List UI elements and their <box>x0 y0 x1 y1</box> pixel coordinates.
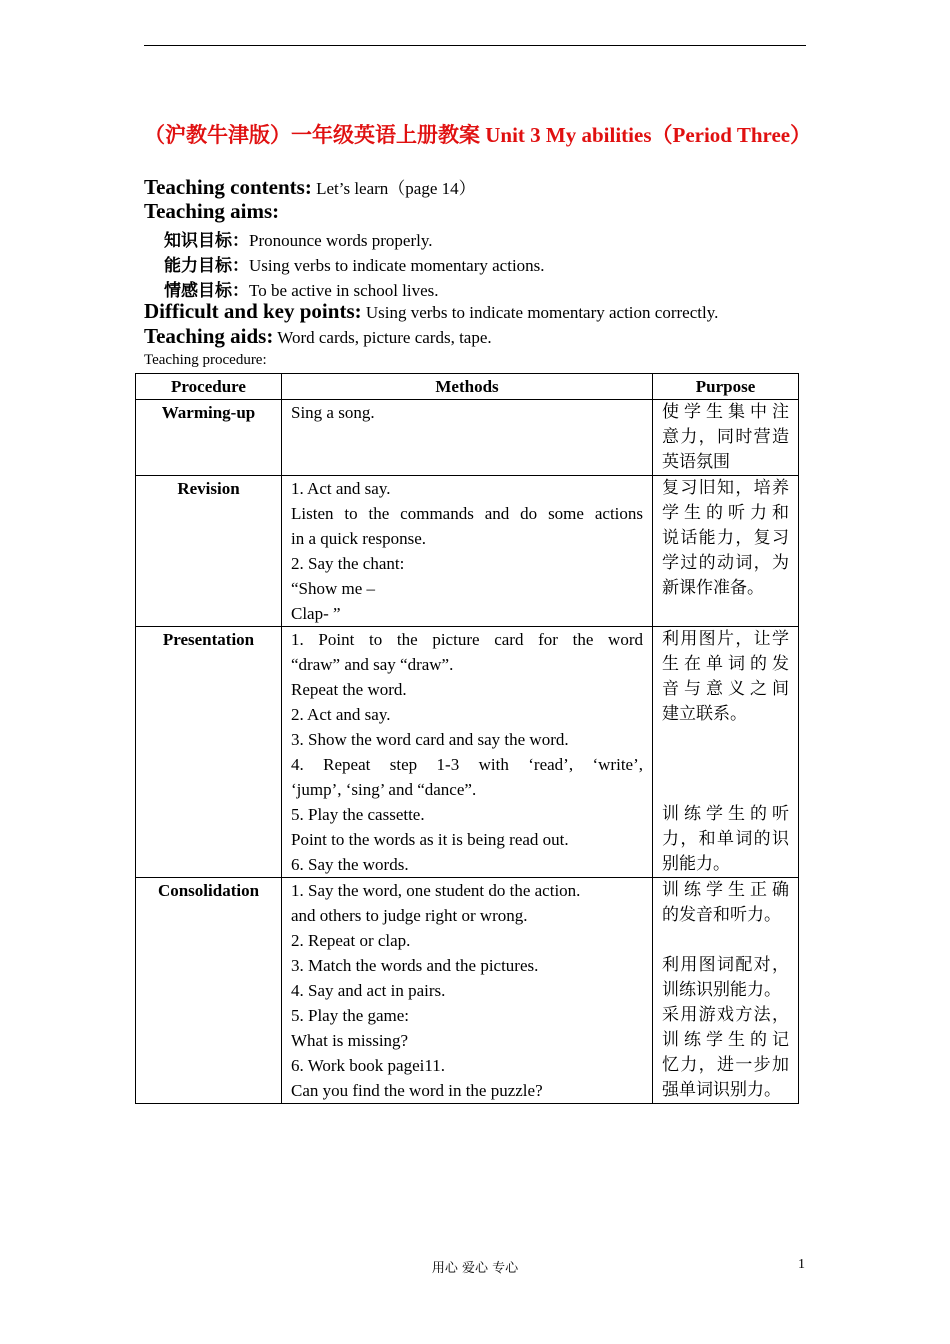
purpose-line: 力，和单词的识 <box>662 829 789 849</box>
difficult-key-points <box>144 299 718 324</box>
methods-cell <box>282 400 653 476</box>
difficult-points-label: Difficult and key points: <box>144 299 362 323</box>
purpose-line: 生在单词的发 <box>662 654 789 674</box>
method-line: 2. Repeat or clap. <box>291 931 411 950</box>
method-line: Point to the words as it is being read out. <box>291 830 569 849</box>
aim-value: To be active in school lives. <box>249 281 439 300</box>
purpose-line: 强单词识别力。 <box>662 1080 781 1100</box>
purpose-line: 建立联系。 <box>662 704 747 724</box>
aim-label: 知识目标： <box>164 231 249 251</box>
purpose-line: 的发音和听力。 <box>662 905 781 925</box>
purpose-spacer <box>662 727 789 752</box>
purpose-line: 英语氛围 <box>662 452 730 472</box>
aim-emotion <box>164 276 439 301</box>
method-line: in a quick response. <box>291 529 427 548</box>
method-line: Sing a song. <box>291 403 375 422</box>
purpose-line: 忆力，进一步加 <box>662 1055 789 1075</box>
procedure-cell: Consolidation <box>136 878 282 1104</box>
teaching-aids <box>144 324 492 349</box>
purpose-line: 训练学生的记 <box>662 1030 789 1050</box>
teaching-procedure-label: Teaching procedure: <box>144 352 267 368</box>
purpose-spacer <box>662 777 789 802</box>
teaching-contents-label: Teaching contents: <box>144 175 312 199</box>
purpose-line: 说话能力，复习 <box>662 528 789 548</box>
method-line: 1. Act and say. <box>291 479 391 498</box>
method-line: 2. Say the chant: <box>291 554 405 573</box>
method-line: Listen to the commands and do some actions <box>291 504 643 523</box>
purpose-cell <box>653 878 799 1104</box>
purpose-line: 新课作准备。 <box>662 578 764 598</box>
page-number: 1 <box>798 1257 805 1272</box>
method-line: 1. Say the word, one student do the action. <box>291 881 581 900</box>
methods-cell <box>282 476 653 627</box>
header-procedure: Procedure <box>136 374 282 400</box>
purpose-spacer <box>662 928 789 953</box>
table-row <box>136 476 799 627</box>
purpose-line: 复习旧知，培养 <box>662 478 789 498</box>
method-line: “draw” and say “draw”. <box>291 655 454 674</box>
method-line: 4. Repeat step 1-3 with ‘read’, ‘write’, <box>291 755 643 774</box>
method-line: 1. Point to the picture card for the word <box>291 630 643 649</box>
procedure-cell: Revision <box>136 476 282 627</box>
method-line: 2. Act and say. <box>291 705 391 724</box>
method-line: What is missing? <box>291 1031 409 1050</box>
purpose-line: 训练学生的听 <box>662 804 789 824</box>
header-methods: Methods <box>282 374 653 400</box>
teaching-aids-value: Word cards, picture cards, tape. <box>273 328 492 347</box>
method-line: 6. Say the words. <box>291 855 409 874</box>
header-purpose: Purpose <box>653 374 799 400</box>
page-footer: 用心 爱心 专心 <box>431 1261 519 1276</box>
method-line: 3. Show the word card and say the word. <box>291 730 569 749</box>
method-line: Repeat the word. <box>291 680 407 699</box>
purpose-line: 别能力。 <box>662 854 730 874</box>
method-line: Can you find the word in the puzzle? <box>291 1081 543 1100</box>
purpose-line: 利用图词配对， <box>662 955 789 975</box>
table-row <box>136 400 799 476</box>
method-line: 4. Say and act in pairs. <box>291 981 446 1000</box>
procedure-cell: Warming-up <box>136 400 282 476</box>
header-rule <box>144 45 806 46</box>
methods-cell <box>282 878 653 1104</box>
aim-label: 情感目标： <box>164 281 249 301</box>
teaching-contents-value: Let’s learn（page 14） <box>311 179 476 198</box>
purpose-cell <box>653 627 799 878</box>
teaching-aims-label: Teaching aims: <box>144 199 280 223</box>
table-row <box>136 627 799 878</box>
method-line: Clap- ” <box>291 604 341 623</box>
purpose-line: 训练学生正确 <box>662 880 789 900</box>
aim-value: Pronounce words properly. <box>249 231 433 250</box>
table-header-row <box>136 374 799 400</box>
method-line: ‘jump’, ‘sing’ and “dance”. <box>291 780 477 799</box>
purpose-line: 意力，同时营造 <box>662 427 789 447</box>
purpose-line: 音与意义之间 <box>662 679 789 699</box>
purpose-line: 训练识别能力。 <box>662 980 781 1000</box>
aim-ability <box>164 251 545 276</box>
aim-value: Using verbs to indicate momentary actions. <box>249 256 545 275</box>
method-line: 5. Play the game: <box>291 1006 410 1025</box>
table-row <box>136 878 799 1104</box>
teaching-aims <box>144 199 279 224</box>
procedure-table <box>135 373 799 1104</box>
methods-cell <box>282 627 653 878</box>
document-title: （沪教牛津版）一年级英语上册教案 Unit 3 My abilities（Period Three） <box>144 123 812 147</box>
purpose-line: 学过的动词，为 <box>662 553 789 573</box>
purpose-line: 使学生集中注 <box>662 402 789 422</box>
purpose-line: 利用图片，让学 <box>662 629 789 649</box>
purpose-line: 采用游戏方法， <box>662 1005 789 1025</box>
method-line: 3. Match the words and the pictures. <box>291 956 539 975</box>
teaching-aids-label: Teaching aids: <box>144 324 274 348</box>
teaching-contents <box>144 174 476 200</box>
aim-label: 能力目标： <box>164 256 249 276</box>
purpose-cell <box>653 400 799 476</box>
purpose-line: 学生的听力和 <box>662 503 789 523</box>
method-line: “Show me – <box>291 579 376 598</box>
aim-knowledge <box>164 226 433 251</box>
procedure-cell: Presentation <box>136 627 282 878</box>
purpose-spacer <box>662 752 789 777</box>
purpose-cell <box>653 476 799 627</box>
difficult-points-value: Using verbs to indicate momentary action correctly. <box>361 303 719 322</box>
method-line: 5. Play the cassette. <box>291 805 425 824</box>
method-line: 6. Work book pagei11. <box>291 1056 445 1075</box>
method-line: and others to judge right or wrong. <box>291 906 528 925</box>
